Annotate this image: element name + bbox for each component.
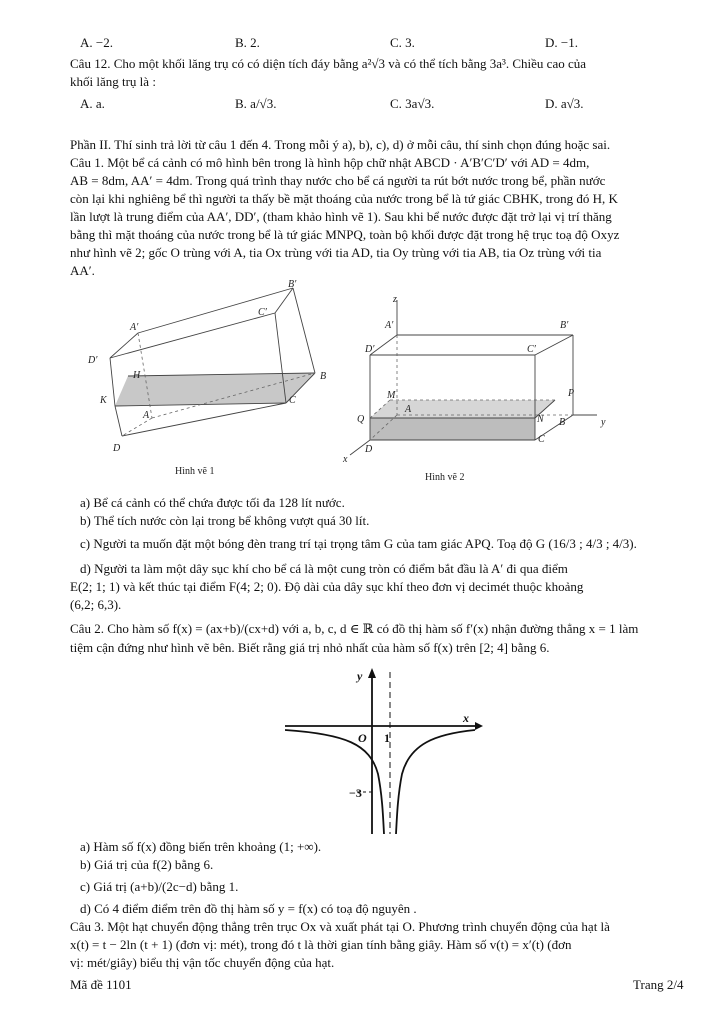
label-c: C: [538, 434, 545, 445]
c3-text-line2: x(t) = t − 2ln (t + 1) (đơn vị: mét), trong đó t là thời gian tính bằng giây. Hàm số v(t) = x′(t) (đơn: [70, 937, 572, 952]
label-a-prime: A′: [385, 320, 394, 331]
curve-right-branch: [396, 730, 475, 834]
figure-2-caption: Hình vẽ 2: [425, 472, 465, 483]
label-n: N: [537, 414, 544, 425]
x-axis-arrow: [475, 722, 483, 730]
c2-text-line1: Câu 2. Cho hàm số f(x) = (ax+b)/(cx+d) với a, b, c, d ∈ ℝ có đồ thị hàm số f′(x) nhận đường thẳng x = 1 làm: [70, 621, 639, 636]
c1-text-line3: còn lại khi nghiêng bể thì người ta thấy bề mặt thoáng của nước trong bể là tứ giác CBHK, trong đó H, K: [70, 191, 618, 206]
label-d: D: [365, 444, 373, 455]
c1-statement-c: c) Người ta muốn đặt một bóng đèn trang trí tại trọng tâm G của tam giác APQ. Toạ độ G (16/3 ; 4/3 ; 4/3).: [80, 536, 637, 551]
label-a: A: [143, 410, 150, 421]
label-c: C: [289, 395, 296, 406]
c2-statement-a: a) Hàm số f(x) đồng biến trên khoảng (1; +∞).: [80, 839, 322, 854]
graph-label-origin: O: [358, 731, 367, 745]
graph-label-one: 1: [384, 731, 390, 745]
figure-2-tank-coordinates: [335, 290, 635, 490]
label-b-prime: B′: [560, 320, 569, 331]
label-d-prime: D′: [88, 355, 98, 366]
c1-text-line1: Câu 1. Một bể cá cảnh có mô hình bên trong là hình hộp chữ nhật ABCD · A′B′C′D′ với AD = 4dm,: [70, 155, 590, 170]
label-b-prime: B′: [288, 279, 297, 290]
q12-option-b: B. a/√3.: [235, 96, 277, 111]
water-surface: [115, 373, 315, 406]
label-z-axis: z: [393, 294, 397, 305]
c1-statement-b: b) Thể tích nước còn lại trong bể không vượt quá 30 lít.: [80, 513, 370, 528]
option-b: B. 2.: [235, 35, 260, 50]
c1-text-line2: AB = 8dm, AA′ = 4dm. Trong quá trình thay nước cho bể cá người ta rút bớt nước trong bể, phần nước: [70, 173, 606, 188]
c1-text-line4: lần lượt là trung điểm của AA′, DD′, (tham khảo hình vẽ 1). Sau khi bể nước được đặt trở lại vị trí thăng: [70, 209, 612, 224]
label-p: P: [568, 388, 575, 399]
c2-statement-b: b) Giá trị của f(2) bằng 6.: [80, 857, 214, 872]
footer-exam-code: Mã đề 1101: [70, 977, 132, 992]
c1-statement-d-line2: E(2; 1; 1) và kết thúc tại điểm F(4; 2; 0). Độ dài của dây sục khí theo đơn vị decimét thuộc khoảng: [70, 579, 584, 594]
c2-statement-d: d) Có 4 điểm điểm trên đồ thị hàm số y = f(x) có toạ độ nguyên .: [80, 901, 417, 916]
c1-text-line5: bằng thì mặt thoáng của nước trong bể là tứ giác MNPQ, toàn bộ khối được đặt trong hệ trục toạ độ Oxyz: [70, 227, 620, 242]
derivative-graph: [285, 664, 485, 834]
label-b: B: [320, 371, 327, 382]
option-a: A. −2.: [80, 35, 113, 50]
c1-statement-d-line3: (6,2; 6,3).: [70, 597, 122, 612]
water-front: [370, 418, 535, 440]
option-d: D. −1.: [545, 35, 578, 50]
label-x-axis: x: [343, 454, 348, 465]
figure-1-tilted-tank: [80, 278, 340, 483]
figure-1-caption: Hình vẽ 1: [175, 466, 215, 477]
label-d: D: [113, 443, 121, 454]
label-a: A: [405, 404, 412, 415]
c1-text-line6: như hình vẽ 2; gốc O trùng với A, tia Ox trùng với tia AD, tia Oy trùng với tia AB, tia Oz trùng với tia: [70, 245, 602, 260]
c3-text-line3: vị: mét/giây) biểu thị vận tốc chuyển động của hạt.: [70, 955, 335, 970]
curve-left-branch: [285, 730, 384, 834]
q12-text-line1: Câu 12. Cho một khối lăng trụ có có diện tích đáy bằng a²√3 và có thể tích bằng 3a³. Chiều cao của: [70, 56, 587, 71]
label-y-axis: y: [601, 417, 606, 428]
graph-label-y: y: [357, 669, 363, 683]
part2-title: Phần II. Thí sinh trả lời từ câu 1 đến 4. Trong mỗi ý a), b), c), d) ở mỗi câu, thí sinh chọn đúng hoặc sai.: [70, 137, 611, 152]
c1-statement-d-line1: d) Người ta làm một dây sục khí cho bể cá là một cung tròn có điểm bắt đầu là A′ đi qua điểm: [80, 561, 568, 576]
label-a-prime: A′: [130, 322, 139, 333]
c1-text-line7: AA′.: [70, 263, 95, 278]
q12-option-c: C. 3a√3.: [390, 96, 435, 111]
graph-label-x: x: [463, 711, 469, 725]
label-h: H: [133, 370, 141, 381]
option-c: C. 3.: [390, 35, 415, 50]
c3-text-line1: Câu 3. Một hạt chuyển động thẳng trên trục Ox và xuất phát tại O. Phương trình chuyển động của hạt là: [70, 919, 610, 934]
label-k: K: [100, 395, 107, 406]
c2-statement-c: c) Giá trị (a+b)/(2c−d) bằng 1.: [80, 879, 239, 894]
label-b: B: [559, 417, 566, 428]
label-c-prime: C′: [527, 344, 536, 355]
label-c-prime: C′: [258, 307, 267, 318]
footer-page-number: Trang 2/4: [633, 977, 684, 992]
label-m: M: [387, 390, 396, 401]
c2-text-line2: tiệm cận đứng như hình vẽ bên. Biết rằng giá trị nhỏ nhất của hàm số f(x) trên [2; 4] bằng 6.: [70, 640, 550, 655]
q12-text-line2: khối lăng trụ là :: [70, 74, 156, 89]
q12-option-a: A. a.: [80, 96, 105, 111]
label-q: Q: [357, 414, 365, 425]
c1-statement-a: a) Bể cá cảnh có thể chứa được tối đa 128 lít nước.: [80, 495, 345, 510]
y-axis-arrow: [368, 668, 376, 678]
label-d-prime: D′: [365, 344, 375, 355]
graph-label-minus-three: −3: [349, 786, 362, 800]
q12-option-d: D. a√3.: [545, 96, 584, 111]
